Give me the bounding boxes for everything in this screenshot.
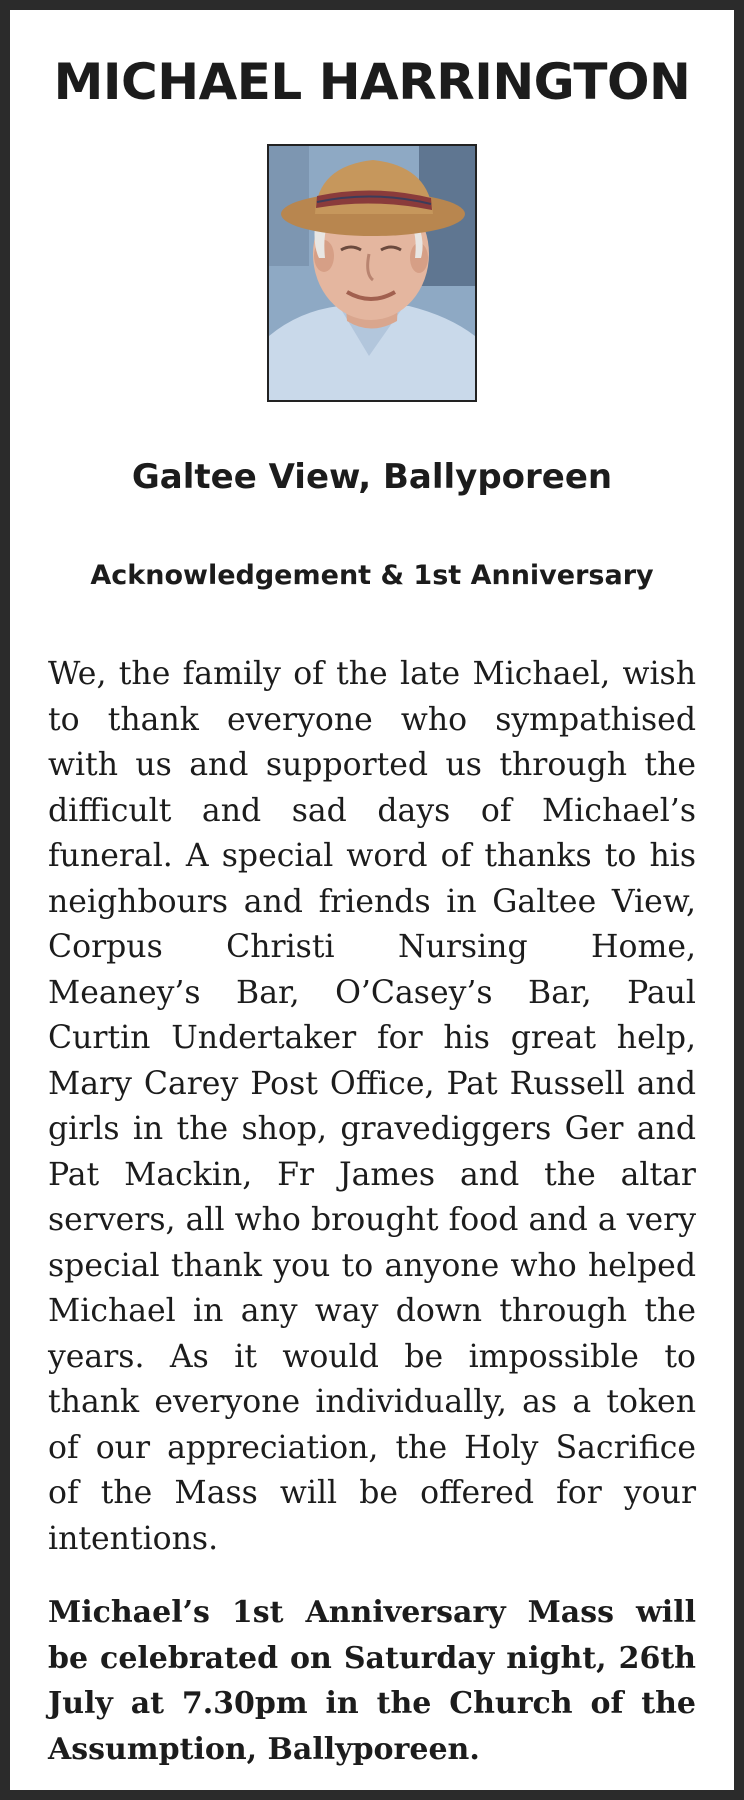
- portrait-photo: [267, 144, 477, 402]
- deceased-name: MICHAEL HARRINGTON: [53, 53, 691, 111]
- notice-heading: Acknowledgement & 1st Anniversary: [90, 560, 654, 591]
- anniversary-mass-notice: Michael’s 1st Anniversary Mass will be celebrated on Saturday night, 26th July at 7.30pm in the Church of the Assumption, Ballyporeen.: [48, 1595, 696, 1767]
- address: Galtee View, Ballyporeen: [131, 457, 613, 497]
- portrait-image: [269, 146, 475, 400]
- acknowledgement-text: We, the family of the late Michael, wish to thank everyone who sympathised with us and supported us through the difficult and sad days of Michael’s funeral. A special word of thanks to his neighbours and friends in Galtee View, Corpus Christi Nursing Home, Meaney’s Bar, O’Casey’s Bar, Paul Curtin Undertaker for his great help, Mary Carey Post Office, Pat Russell and girls in the shop, gravediggers Ger and Pat Mackin, Fr James and the altar servers, all who brought food and a very special thank you to anyone who helped Michael in any way down through the years. As it would be impossible to thank everyone individually, as a token of our appreciation, the Holy Sacrifice of the Mass will be offered for your intentions.: [48, 656, 696, 1557]
